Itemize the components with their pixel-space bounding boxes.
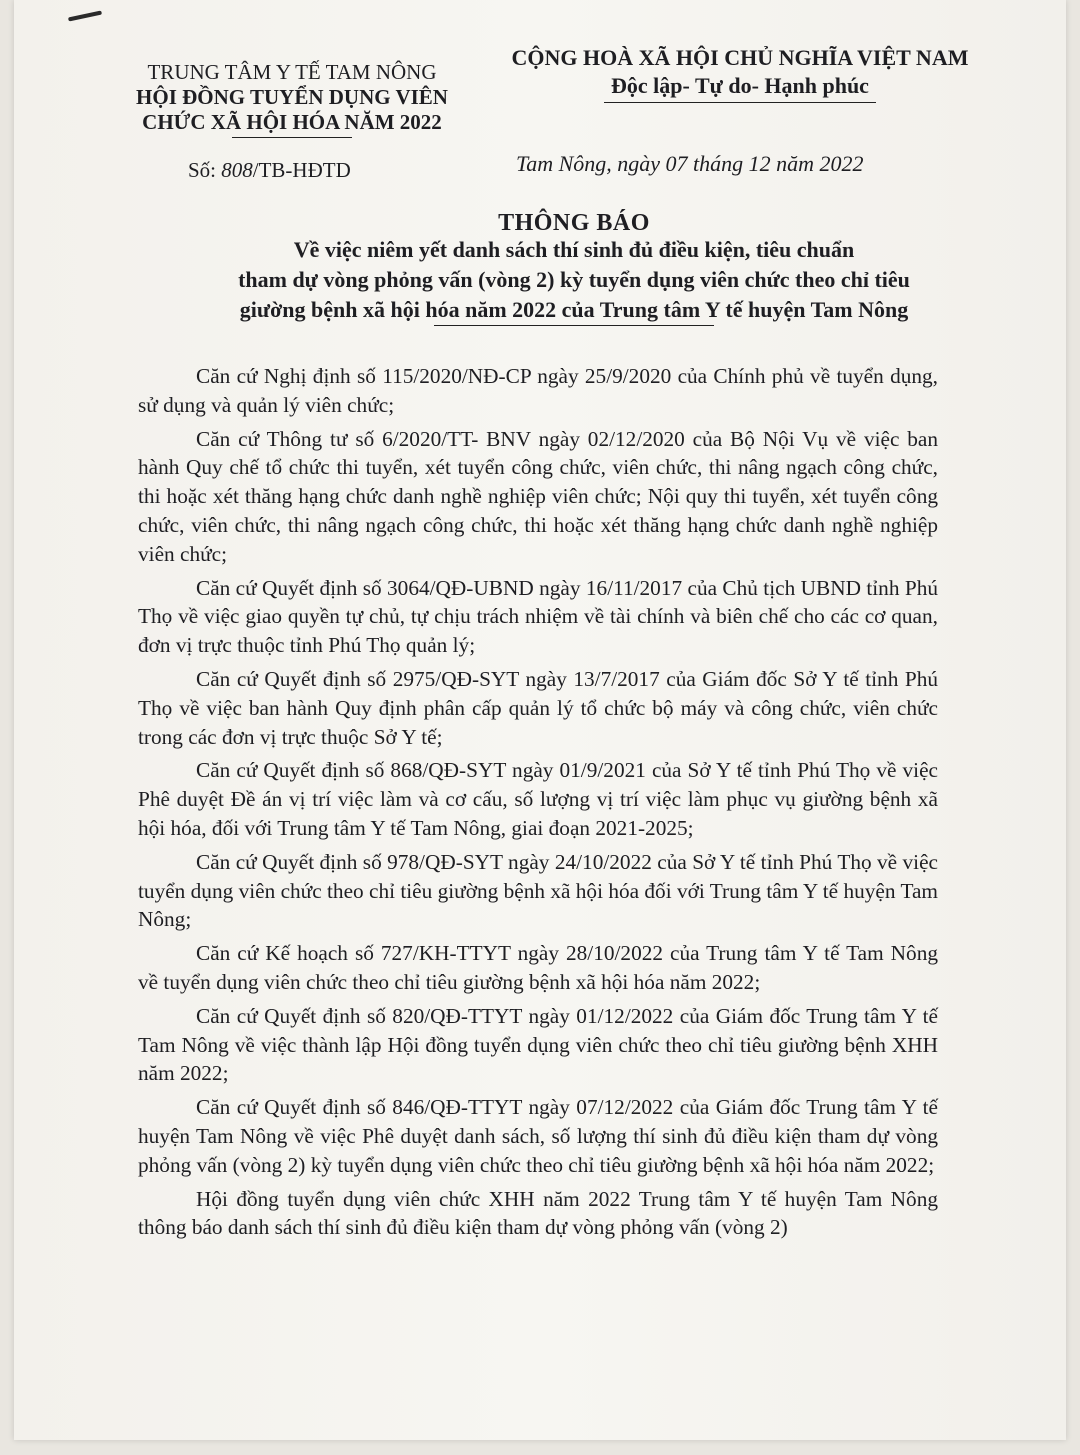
national-motto [502,44,978,103]
paragraph: Căn cứ Quyết định số 820/QĐ-TTYT ngày 01/12/2022 của Giám đốc Trung tâm Y tế Tam Nông về việc thành lập Hội đồng tuyển dụng viên chức theo chỉ tiêu giường bệnh XHH năm 2022; [138,1003,938,1086]
paragraph: Căn cứ Quyết định số 2975/QĐ-SYT ngày 13/7/2017 của Giám đốc Sở Y tế tỉnh Phú Thọ về việc ban hành Quy định phân cấp quản lý tổ chức bộ máy và công chức, viên chức trong các đơn vị trực thuộc Sở Y tế; [138,666,938,749]
doc-number-prefix: Số: [188,158,222,182]
document-page [14,0,1066,1440]
nation-line-1: CỘNG HOÀ XÃ HỘI CHỦ NGHĨA VIỆT NAM [511,45,969,70]
nation-line-2: Độc lập- Tự do- Hạnh phúc [611,73,869,98]
subtitle-line-3: giường bệnh xã hội hóa năm 2022 của Trung tâm Y tế huyện Tam Nông [239,297,909,322]
subtitle-line-1: Về việc niêm yết danh sách thí sinh đủ điều kiện, tiêu chuẩn [293,237,855,262]
paragraph: Căn cứ Quyết định số 868/QĐ-SYT ngày 01/9/2021 của Sở Y tế tỉnh Phú Thọ về việc Phê duyệt Đề án vị trí việc làm và cơ cấu, số lượng vị trí việc làm phục vụ giường bệnh xã hội hóa, đối với Trung tâm Y tế Tam Nông, giai đoạn 2021-2025; [138,758,938,840]
paragraph: Căn cứ Quyết định số 3064/QĐ-UBND ngày 16/11/2017 của Chủ tịch UBND tỉnh Phú Thọ về việc giao quyền tự chủ, tự chịu trách nhiệm về tài chính và biên chế cho các cơ quan, đơn vị trực thuộc tỉnh Phú Thọ quản lý; [138,575,938,658]
paragraph: Hội đồng tuyển dụng viên chức XHH năm 2022 Trung tâm Y tế huyện Tam Nông thông báo danh sách thí sinh đủ điều kiện tham dự vòng phỏng vấn (vòng 2) [138,1186,938,1240]
document-title: THÔNG BÁO [498,210,650,236]
subtitle-line-2: tham dự vòng phỏng vấn (vòng 2) kỳ tuyển dụng viên chức theo chỉ tiêu [238,267,910,292]
paragraph: Căn cứ Kế hoạch số 727/KH-TTYT ngày 28/10/2022 của Trung tâm Y tế Tam Nông về tuyển dụng viên chức theo chỉ tiêu giường bệnh xã hội hóa năm 2022; [138,941,938,994]
pen-mark [68,11,102,22]
org-underline [232,137,352,138]
subtitle-underline [434,325,714,326]
document-number [188,158,351,183]
place-and-date: Tam Nông, ngày 07 tháng 12 năm 2022 [516,151,864,176]
org-line-1: TRUNG TÂM Y TẾ TAM NÔNG [147,60,437,84]
document-subtitle [124,235,1024,326]
doc-number-suffix: /TB-HĐTD [252,158,351,182]
document-body [138,362,938,1247]
doc-number-handwritten: 808 [221,158,253,182]
paragraph: Căn cứ Nghị định số 115/2020/NĐ-CP ngày 25/9/2020 của Chính phủ về tuyển dụng, sử dụng và quản lý viên chức; [138,364,938,417]
org-line-3: CHỨC XÃ HỘI HÓA NĂM 2022 [142,110,442,134]
paragraph: Căn cứ Quyết định số 846/QĐ-TTYT ngày 07/12/2022 của Giám đốc Trung tâm Y tế huyện Tam Nông về việc Phê duyệt danh sách, số lượng thí sinh đủ điều kiện tham dự vòng phỏng vấn (vòng 2) kỳ tuyển dụng viên chức theo chỉ tiêu giường bệnh xã hội hóa năm 2022; [138,1095,938,1177]
paragraph: Căn cứ Thông tư số 6/2020/TT- BNV ngày 02/12/2020 của Bộ Nội Vụ về việc ban hành Quy chế tổ chức thi tuyển, xét tuyển công chức, viên chức, thi nâng ngạch công chức, thi hoặc xét thăng hạng chức danh nghề nghiệp viên chức; Nội quy thi tuyển, xét tuyển công chức, viên chức, thi nâng ngạch công chức, thi hoặc xét thăng hạng chức danh nghề nghiệp viên chức; [138,426,938,566]
motto-underline [604,102,876,103]
org-line-2: HỘI ĐỒNG TUYỂN DỤNG VIÊN [136,85,448,109]
paragraph: Căn cứ Quyết định số 978/QĐ-SYT ngày 24/10/2022 của Sở Y tế tỉnh Phú Thọ về việc tuyển dụng viên chức theo chỉ tiêu giường bệnh xã hội hóa đối với Trung tâm Y tế huyện Tam Nông; [138,849,938,932]
issuing-organization [122,60,462,138]
